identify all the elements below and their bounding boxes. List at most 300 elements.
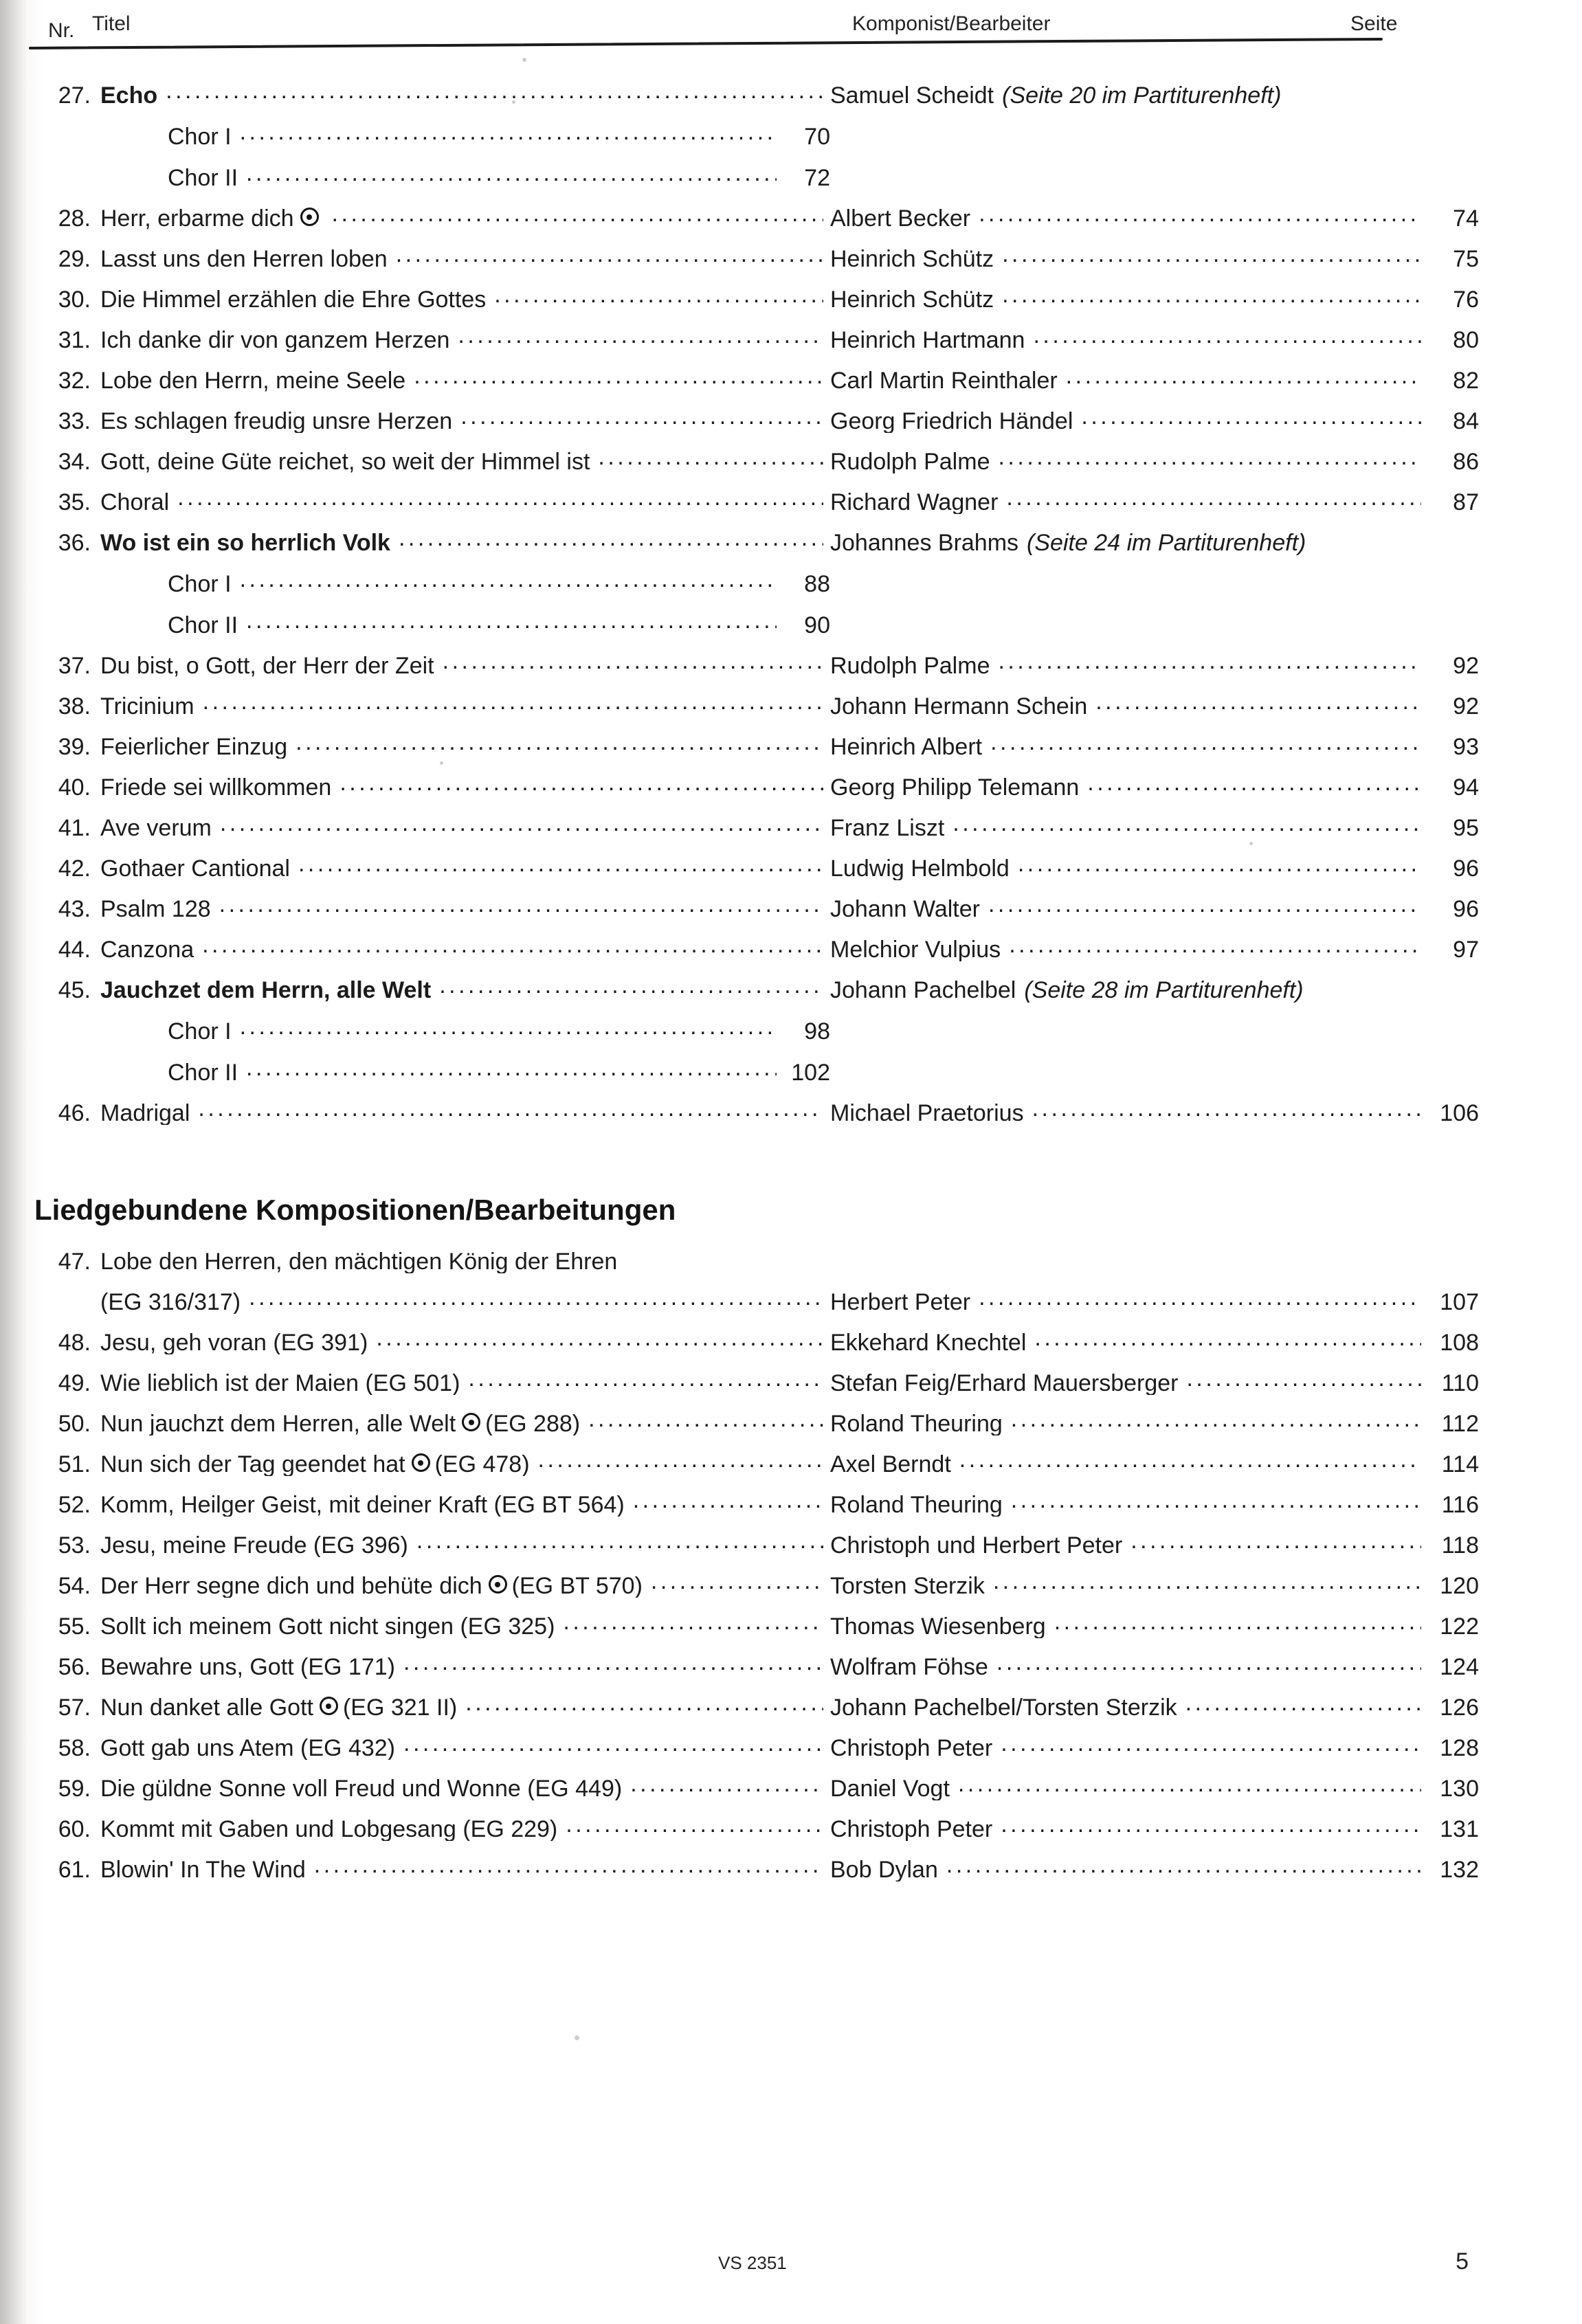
entry-number: 42. [58,856,91,882]
entry-composer: Wolfram Föhse [830,1654,988,1679]
entry-number: 33. [58,408,91,434]
subentry-page-number: 72 [804,165,830,190]
toc-entry-row[interactable] [48,365,1484,392]
entry-title-cell [100,1813,830,1841]
entry-number: 50. [58,1411,91,1437]
entry-page-number: 86 [1453,449,1479,473]
entry-title: Nun jauchzt dem Herren, alle Welt [100,1411,456,1435]
toc-entry-row[interactable] [48,1408,1484,1435]
entry-composer-cell [830,203,1479,230]
toc-group-liedgebundene [48,1250,1484,1881]
bullseye-icon [320,1697,338,1715]
entry-number: 45. [58,977,91,1003]
toc-entry-row[interactable] [48,1570,1484,1598]
entry-title-cell [100,1250,1062,1273]
dot-leader [998,446,1421,469]
entry-composer: Thomas Wiesenberg [830,1613,1046,1638]
entry-composer-cell [830,1854,1479,1881]
column-header-komponist: Komponist/Bearbeiter [852,12,1051,35]
dot-leader [1081,405,1421,429]
entry-composer: Torsten Sterzik [830,1573,985,1598]
dot-leader [538,1449,823,1472]
entry-partiturenheft-note: (Seite 20 im Partiturenheft) [1002,82,1282,109]
entry-composer: Heinrich Albert [830,734,983,759]
entry-title: Du bist, o Gott, der Herr der Zeit [100,653,434,678]
toc-entry-row[interactable] [48,1489,1484,1517]
dot-leader [220,812,823,836]
entry-title: Gott gab uns Atem (EG 432) [100,1735,396,1760]
entry-title-cell [100,1773,830,1800]
toc-entry-row[interactable] [48,527,1484,555]
entry-title-cell [100,243,830,271]
entry-title: Kommt mit Gaben und Lobgesang (EG 229) [100,1816,558,1841]
entry-number: 56. [58,1654,91,1680]
dot-leader [1011,1408,1421,1431]
dot-leader [166,80,823,103]
subentry-title-cell [168,1057,830,1084]
entry-title-cell [100,284,830,311]
dot-leader [468,1367,823,1391]
entry-composer: Johann Hermann Schein [830,693,1088,718]
entry-number: 44. [58,937,91,963]
entry-composer: Roland Theuring [830,1411,1003,1435]
dot-leader [1186,1367,1421,1391]
bullseye-icon [300,208,319,226]
entry-number: 51. [58,1451,91,1477]
dot-leader [1002,284,1421,307]
dot-leader [598,446,823,469]
entry-number: 31. [58,327,91,353]
entry-number: 36. [58,530,91,556]
entry-page-number: 87 [1453,489,1479,514]
entry-composer: Heinrich Hartmann [830,327,1025,352]
entry-title: Lasst uns den Herren loben [100,246,388,271]
entry-page-number: 126 [1440,1695,1479,1719]
dot-leader [1011,1489,1421,1512]
entry-title: Herr, erbarme dich [100,205,294,230]
toc-subentry-row[interactable] [48,121,1484,148]
subentry-label: Chor I [168,571,232,596]
entry-title-cell [100,1408,830,1435]
column-header-titel: Titel [92,12,131,35]
entry-title-suffix: (EG BT 570) [511,1573,643,1598]
entry-composer: Rudolph Palme [830,653,990,678]
toc-entry-row[interactable] [48,1367,1484,1395]
dot-leader [458,324,823,348]
entry-composer: Johannes Brahms [830,530,1019,556]
dot-leader [439,974,823,998]
entry-composer-cell [830,1530,1479,1557]
dot-leader [1087,772,1421,795]
toc-entry-row[interactable] [48,731,1484,759]
dot-leader [1033,324,1421,348]
subentry-page-number: 98 [804,1018,830,1043]
entry-number: 61. [58,1857,91,1883]
dot-leader [588,1408,823,1431]
entry-title: Wo ist ein so herrlich Volk [100,530,390,555]
dot-leader [990,731,1421,755]
entry-number: 43. [58,896,91,922]
entry-composer: Carl Martin Reinthaler [830,368,1058,392]
dot-leader [177,487,823,510]
entry-composer: Georg Philipp Telemann [830,774,1080,799]
entry-number: 28. [58,205,91,232]
entry-composer: Ludwig Helmbold [830,856,1010,880]
entry-number: 46. [58,1100,91,1126]
header-rule [29,38,1383,49]
entry-page-number: 106 [1440,1100,1479,1125]
entry-title-cell [100,853,830,880]
dot-leader [403,1732,823,1756]
toc-group-freie-kompositionen [48,80,1484,1125]
subentry-label: Chor II [168,1060,238,1084]
entry-page-number: 74 [1453,205,1479,230]
entry-composer: Ekkehard Knechtel [830,1330,1027,1354]
toc-entry-row[interactable] [48,1327,1484,1354]
dot-leader [1054,1611,1421,1634]
entry-page-number: 80 [1453,327,1479,352]
entry-composer-cell [830,979,1479,1002]
entry-number: 60. [58,1816,91,1842]
entry-title-cell [100,691,830,718]
toc-entry-row[interactable] [48,487,1484,514]
page-footer [48,2248,1534,2294]
entry-composer-cell [830,893,1479,921]
entry-composer-cell [830,1097,1479,1125]
toc-entry-row[interactable] [48,853,1484,880]
dot-leader [996,1651,1421,1675]
entry-composer: Christoph und Herbert Peter [830,1532,1123,1557]
subentry-title-cell [168,1016,830,1043]
toc-entry-row[interactable] [48,1449,1484,1476]
subentry-label: Chor II [168,612,238,637]
entry-composer-cell [830,1651,1479,1679]
entry-title-suffix: (EG 478) [434,1451,530,1476]
entry-composer: Franz Liszt [830,815,945,840]
bullseye-icon [412,1453,430,1472]
entry-composer: Christoph Peter [830,1735,993,1760]
toc-entry-row[interactable] [48,1692,1484,1719]
dot-leader [240,121,777,144]
entry-title: Die Himmel erzählen die Ehre Gottes [100,287,487,311]
entry-title: Madrigal [100,1100,190,1125]
dot-leader [1034,1327,1421,1350]
dot-leader [339,772,823,795]
toc-subentry-row[interactable] [48,162,1484,190]
entry-title: Lobe den Herren, den mächtigen König der Ehren [100,1250,618,1273]
entry-title: Lobe den Herrn, meine Seele [100,368,406,392]
entry-title-cell [100,1286,830,1314]
entry-title-cell [100,934,830,961]
entry-page-number: 92 [1453,653,1479,678]
entry-composer-cell [830,446,1479,473]
entry-composer: Johann Walter [830,896,980,921]
entry-title: Friede sei willkommen [100,774,332,799]
bullseye-icon [462,1413,480,1431]
dot-leader [1130,1530,1421,1553]
dot-leader [376,1327,823,1350]
dot-leader [198,1097,823,1121]
entry-number: 52. [58,1492,91,1518]
dot-leader [1009,934,1421,957]
entry-title-cell [100,527,830,555]
entry-title: Jauchzet dem Herrn, alle Welt [100,977,432,1002]
dot-leader [465,1692,823,1715]
entry-partiturenheft-note: (Seite 28 im Partiturenheft) [1024,977,1304,1003]
entry-page-number: 95 [1453,815,1479,840]
toc-subentry-row[interactable] [48,568,1484,596]
entry-number: 32. [58,368,91,394]
entry-composer: Georg Friedrich Händel [830,408,1073,433]
entry-number: 41. [58,815,91,841]
entry-title-cell [100,446,830,473]
dot-leader [993,1570,1421,1594]
entry-title: Feierlicher Einzug [100,734,288,759]
subentry-page-number: 88 [804,571,830,596]
entry-title-cell [100,1327,830,1354]
entry-partiturenheft-note: (Seite 24 im Partiturenheft) [1027,530,1306,556]
toc-entry-row[interactable] [48,405,1484,433]
entry-title: Blowin' In The Wind [100,1857,306,1881]
entry-page-number: 131 [1440,1816,1479,1841]
entry-number: 35. [58,489,91,515]
entry-number: 54. [58,1573,91,1599]
dot-leader [219,893,823,917]
entry-title: Nun danket alle Gott [100,1695,313,1719]
entry-composer-cell [830,324,1479,352]
entry-composer-cell [830,243,1479,271]
entry-number: 57. [58,1695,91,1721]
toc-entry-row[interactable] [48,284,1484,311]
column-header-seite: Seite [1350,12,1398,35]
subentry-page-number: 70 [804,124,830,148]
entry-composer: Bob Dylan [830,1857,938,1881]
section-heading-liedgebundene: Liedgebundene Kompositionen/Bearbeitungen [34,1194,676,1226]
dot-leader [1018,853,1421,876]
entry-title-cell [100,1530,830,1557]
entry-composer: Stefan Feig/Erhard Mauersberger [830,1370,1179,1395]
entry-title-suffix: (EG 321 II) [342,1695,458,1719]
entry-title: Nun sich der Tag geendet hat [100,1451,405,1476]
dot-leader [246,162,777,186]
subentry-label: Chor I [168,1018,232,1043]
toc-entry-row[interactable] [48,893,1484,921]
entry-number: 58. [58,1735,91,1761]
toc-subentry-row[interactable] [48,610,1484,637]
entry-number: 47. [58,1249,91,1275]
entry-title-cell [100,1692,830,1719]
entry-title-cell [100,772,830,799]
dot-leader [1032,1097,1421,1121]
entry-title-cell [100,405,830,433]
entry-page-number: 94 [1453,774,1479,799]
entry-title-cell [100,1570,830,1598]
entry-composer: Johann Pachelbel/Torsten Sterzik [830,1695,1177,1719]
entry-composer-cell [830,812,1479,840]
entry-number: 37. [58,653,91,679]
toc-entry-row[interactable] [48,1097,1484,1125]
dot-leader [1006,487,1421,510]
dot-leader [202,934,823,957]
entry-title-cell [100,1367,830,1395]
entry-composer-cell [830,405,1479,433]
entry-number: 34. [58,449,91,475]
toc-entry-row[interactable] [48,324,1484,352]
entry-title: Echo [100,82,158,107]
toc-entry-row[interactable] [48,1854,1484,1881]
entry-title: Jesu, geh voran (EG 391) [100,1330,368,1354]
entry-title: Bewahre uns, Gott (EG 171) [100,1654,395,1679]
entry-title: Der Herr segne dich und behüte dich [100,1573,482,1598]
toc-entry-row[interactable] [48,1250,1484,1273]
dot-leader [246,610,777,633]
toc-entry-row[interactable] [48,772,1484,799]
subentry-label: Chor II [168,165,238,190]
entry-title-cell [100,365,830,392]
entry-page-number: 75 [1453,246,1479,271]
dot-leader [414,365,823,388]
toc-entry-row[interactable] [48,1611,1484,1638]
toc-entry-row[interactable] [48,1530,1484,1557]
entry-composer-cell [830,1489,1479,1517]
entry-page-number: 108 [1440,1330,1479,1354]
dot-leader [332,203,823,226]
entry-title: Ave verum [100,815,212,840]
dot-leader [952,812,1421,836]
entry-title-cell [100,80,830,107]
subentry-title-cell [168,162,830,190]
entry-title-cell [100,324,830,352]
subentry-title-cell [168,568,830,596]
dot-leader [314,1854,823,1877]
entry-page-number: 110 [1441,1370,1479,1395]
entry-composer-cell [830,772,1479,799]
toc-entry-row[interactable] [48,203,1484,230]
entry-title: Tricinium [100,693,194,718]
entry-composer-cell [830,1286,1479,1314]
toc-entry-row[interactable] [48,812,1484,840]
dot-leader [399,527,823,550]
entry-title: Canzona [100,937,194,961]
entry-title: Ich danke dir von ganzem Herzen [100,327,450,352]
entry-title-cell [100,1854,830,1881]
entry-page-number: 96 [1453,896,1479,921]
toc-entry-row[interactable] [48,1651,1484,1679]
subentry-title-cell [168,121,830,148]
toc-entry-row[interactable] [48,934,1484,961]
toc-entry-row[interactable] [48,691,1484,718]
toc-entry-row[interactable] [48,974,1484,1002]
entry-title: Komm, Heilger Geist, mit deiner Kraft (EG BT 564) [100,1492,625,1517]
dot-leader [494,284,823,307]
entry-title-cell [100,1732,830,1760]
bullseye-icon [489,1575,507,1594]
entry-title-cell [100,731,830,759]
entry-number: 59. [58,1776,91,1802]
dot-leader [958,1773,1421,1796]
entry-page-number: 130 [1440,1776,1479,1800]
entry-composer: Roland Theuring [830,1492,1003,1517]
entry-title-cell [100,1489,830,1517]
toc-entry-row[interactable] [48,80,1484,107]
dot-leader [246,1057,777,1080]
entry-composer: Samuel Scheidt [830,82,994,109]
dot-leader [296,731,823,755]
entry-title: Gott, deine Güte reichet, so weit der Himmel ist [100,449,590,473]
entry-composer-cell [830,531,1479,555]
entry-page-number: 132 [1440,1857,1479,1881]
dot-leader [240,568,777,592]
entry-page-number: 120 [1440,1573,1479,1598]
entry-title: Die güldne Sonne voll Freud und Wonne (EG 449) [100,1776,623,1800]
toc-entry-row[interactable] [48,1732,1484,1760]
entry-title-suffix: (EG 288) [485,1411,581,1435]
entry-composer-cell [830,1408,1479,1435]
entry-composer-cell [830,1732,1479,1760]
dot-leader [1066,365,1421,388]
entry-composer-cell [830,1773,1479,1800]
entry-number: 40. [58,774,91,801]
dot-leader [249,1286,823,1310]
entry-title-cell [100,812,830,840]
edition-code: VS 2351 [718,2253,787,2273]
toc-subentry-row[interactable] [48,1016,1484,1043]
entry-composer-cell [830,934,1479,961]
entry-composer-cell [830,84,1479,107]
column-header-nr: Nr. [48,19,75,42]
toc-entry-row[interactable] [48,650,1484,678]
entry-number: 27. [58,82,91,109]
dot-leader [298,853,823,876]
entry-composer-cell [830,1692,1479,1719]
entry-composer: Herbert Peter [830,1289,971,1314]
dot-leader [1095,691,1421,714]
entry-title-cell [100,1611,830,1638]
toc-entry-row-continuation[interactable] [48,1286,1484,1314]
subentry-label: Chor I [168,124,232,148]
toc-entry-row[interactable] [48,446,1484,473]
entry-page-number: 122 [1440,1613,1479,1638]
entry-composer-cell [830,853,1479,880]
entry-page-number: 97 [1453,937,1479,961]
entry-composer-cell [830,1367,1479,1395]
dot-leader [651,1570,823,1594]
entry-page-number: 93 [1453,734,1479,759]
entry-number: 48. [58,1330,91,1356]
entry-composer: Michael Praetorius [830,1100,1024,1125]
toc-entry-row[interactable] [48,243,1484,271]
dot-leader [416,1530,823,1553]
entry-title: Es schlagen freudig unsre Herzen [100,408,453,433]
entry-title: Psalm 128 [100,896,211,921]
toc-subentry-row[interactable] [48,1057,1484,1084]
entry-composer: Axel Berndt [830,1451,951,1476]
page-number-folio: 5 [1456,2248,1469,2275]
toc-entry-row[interactable] [48,1773,1484,1800]
entry-composer-cell [830,731,1479,759]
entry-title-cell [100,487,830,514]
entry-title-cell [100,1097,830,1125]
toc-entry-row[interactable] [48,1813,1484,1841]
entry-number: 39. [58,734,91,760]
subentry-page-number: 102 [791,1060,830,1084]
entry-page-number: 84 [1453,408,1479,433]
dot-leader [1001,1813,1421,1837]
entry-composer-cell [830,1813,1479,1841]
entry-title-cell [100,1651,830,1679]
dot-leader [946,1854,1421,1877]
entry-page-number: 118 [1441,1532,1479,1557]
